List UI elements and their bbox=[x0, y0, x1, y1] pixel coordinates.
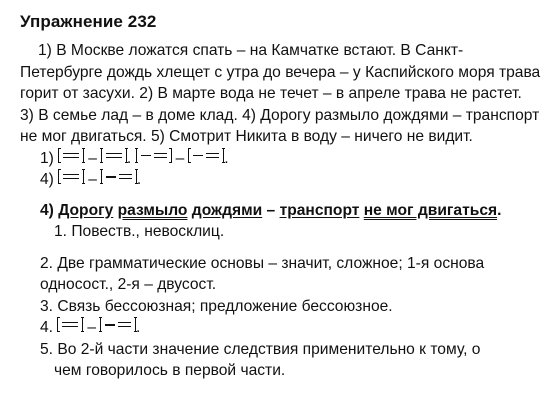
scheme-dash: – bbox=[88, 149, 97, 167]
scheme-box-predicate bbox=[57, 317, 83, 332]
scheme-4 bbox=[20, 169, 540, 191]
scheme-dot: . bbox=[136, 171, 142, 188]
analysis-sentence bbox=[20, 200, 540, 222]
task-line: 3) В семье лад – в доме клад. 4) Дорогу размыло дождями – транспорт bbox=[20, 106, 540, 124]
scheme-dot: . bbox=[224, 149, 229, 167]
analysis-item: 5. Во 2-й части значение следствия применительно к тому, о bbox=[40, 340, 481, 358]
object-word: дождями bbox=[191, 201, 263, 219]
scheme-1 bbox=[20, 148, 540, 170]
exercise-text bbox=[20, 40, 540, 382]
sentence-dash: – bbox=[266, 201, 276, 219]
predicate-word: не мог двигаться bbox=[363, 201, 498, 219]
scheme-box-predicate bbox=[58, 169, 84, 184]
subject-word: транспорт bbox=[279, 201, 360, 219]
scheme-box-predicate bbox=[101, 148, 127, 163]
sentence-end: . bbox=[497, 201, 502, 219]
sentence-label: 4) bbox=[40, 201, 54, 219]
analysis-item: 1. Повеств., невосклиц. bbox=[54, 223, 225, 240]
analysis-item: односост., 2-я – двусост. bbox=[40, 276, 217, 293]
scheme-dash: – bbox=[175, 149, 185, 167]
scheme-box-subject-predicate bbox=[101, 169, 137, 184]
exercise-title: Упражнение 232 bbox=[20, 12, 157, 31]
analysis-item: чем говорилось в первой части. bbox=[54, 362, 286, 379]
scheme-dash: – bbox=[88, 171, 97, 188]
analysis-item-label: 4. bbox=[40, 319, 54, 336]
scheme-dot: . bbox=[136, 319, 141, 336]
task-line: Петербурге дождь хлещет с утра до вечера – у Каспийского моря трава bbox=[20, 63, 541, 81]
scheme-box-subject-predicate bbox=[136, 148, 172, 163]
task-line: горит от засухи. 2) В марте вода не течет – в апреле трава не растет. bbox=[20, 85, 522, 102]
scheme-label: 1) bbox=[40, 149, 54, 167]
scheme-box-predicate bbox=[58, 148, 84, 163]
task-line: 1) В Москве ложатся спать – на Камчатке встают. В Санкт- bbox=[38, 42, 464, 59]
scheme-box-subject-predicate bbox=[188, 148, 224, 163]
analysis-item: 3. Связь бессоюзная; предложение бессоюзное. bbox=[40, 297, 393, 315]
scheme-label: 4) bbox=[40, 171, 54, 188]
analysis-item: 2. Две грамматические основы – значит, сложное; 1-я основа bbox=[40, 254, 485, 272]
scheme-dash: – bbox=[87, 319, 97, 336]
analysis-item-scheme bbox=[20, 317, 540, 339]
task-line: не мог двигаться. 5) Смотрит Никита в воду – ничего не видит. bbox=[20, 128, 473, 145]
scheme-box-subject-predicate bbox=[100, 317, 136, 332]
predicate-word: размыло bbox=[117, 201, 188, 219]
scheme-dot: . bbox=[126, 149, 132, 167]
object-word: Дорогу bbox=[58, 201, 114, 219]
